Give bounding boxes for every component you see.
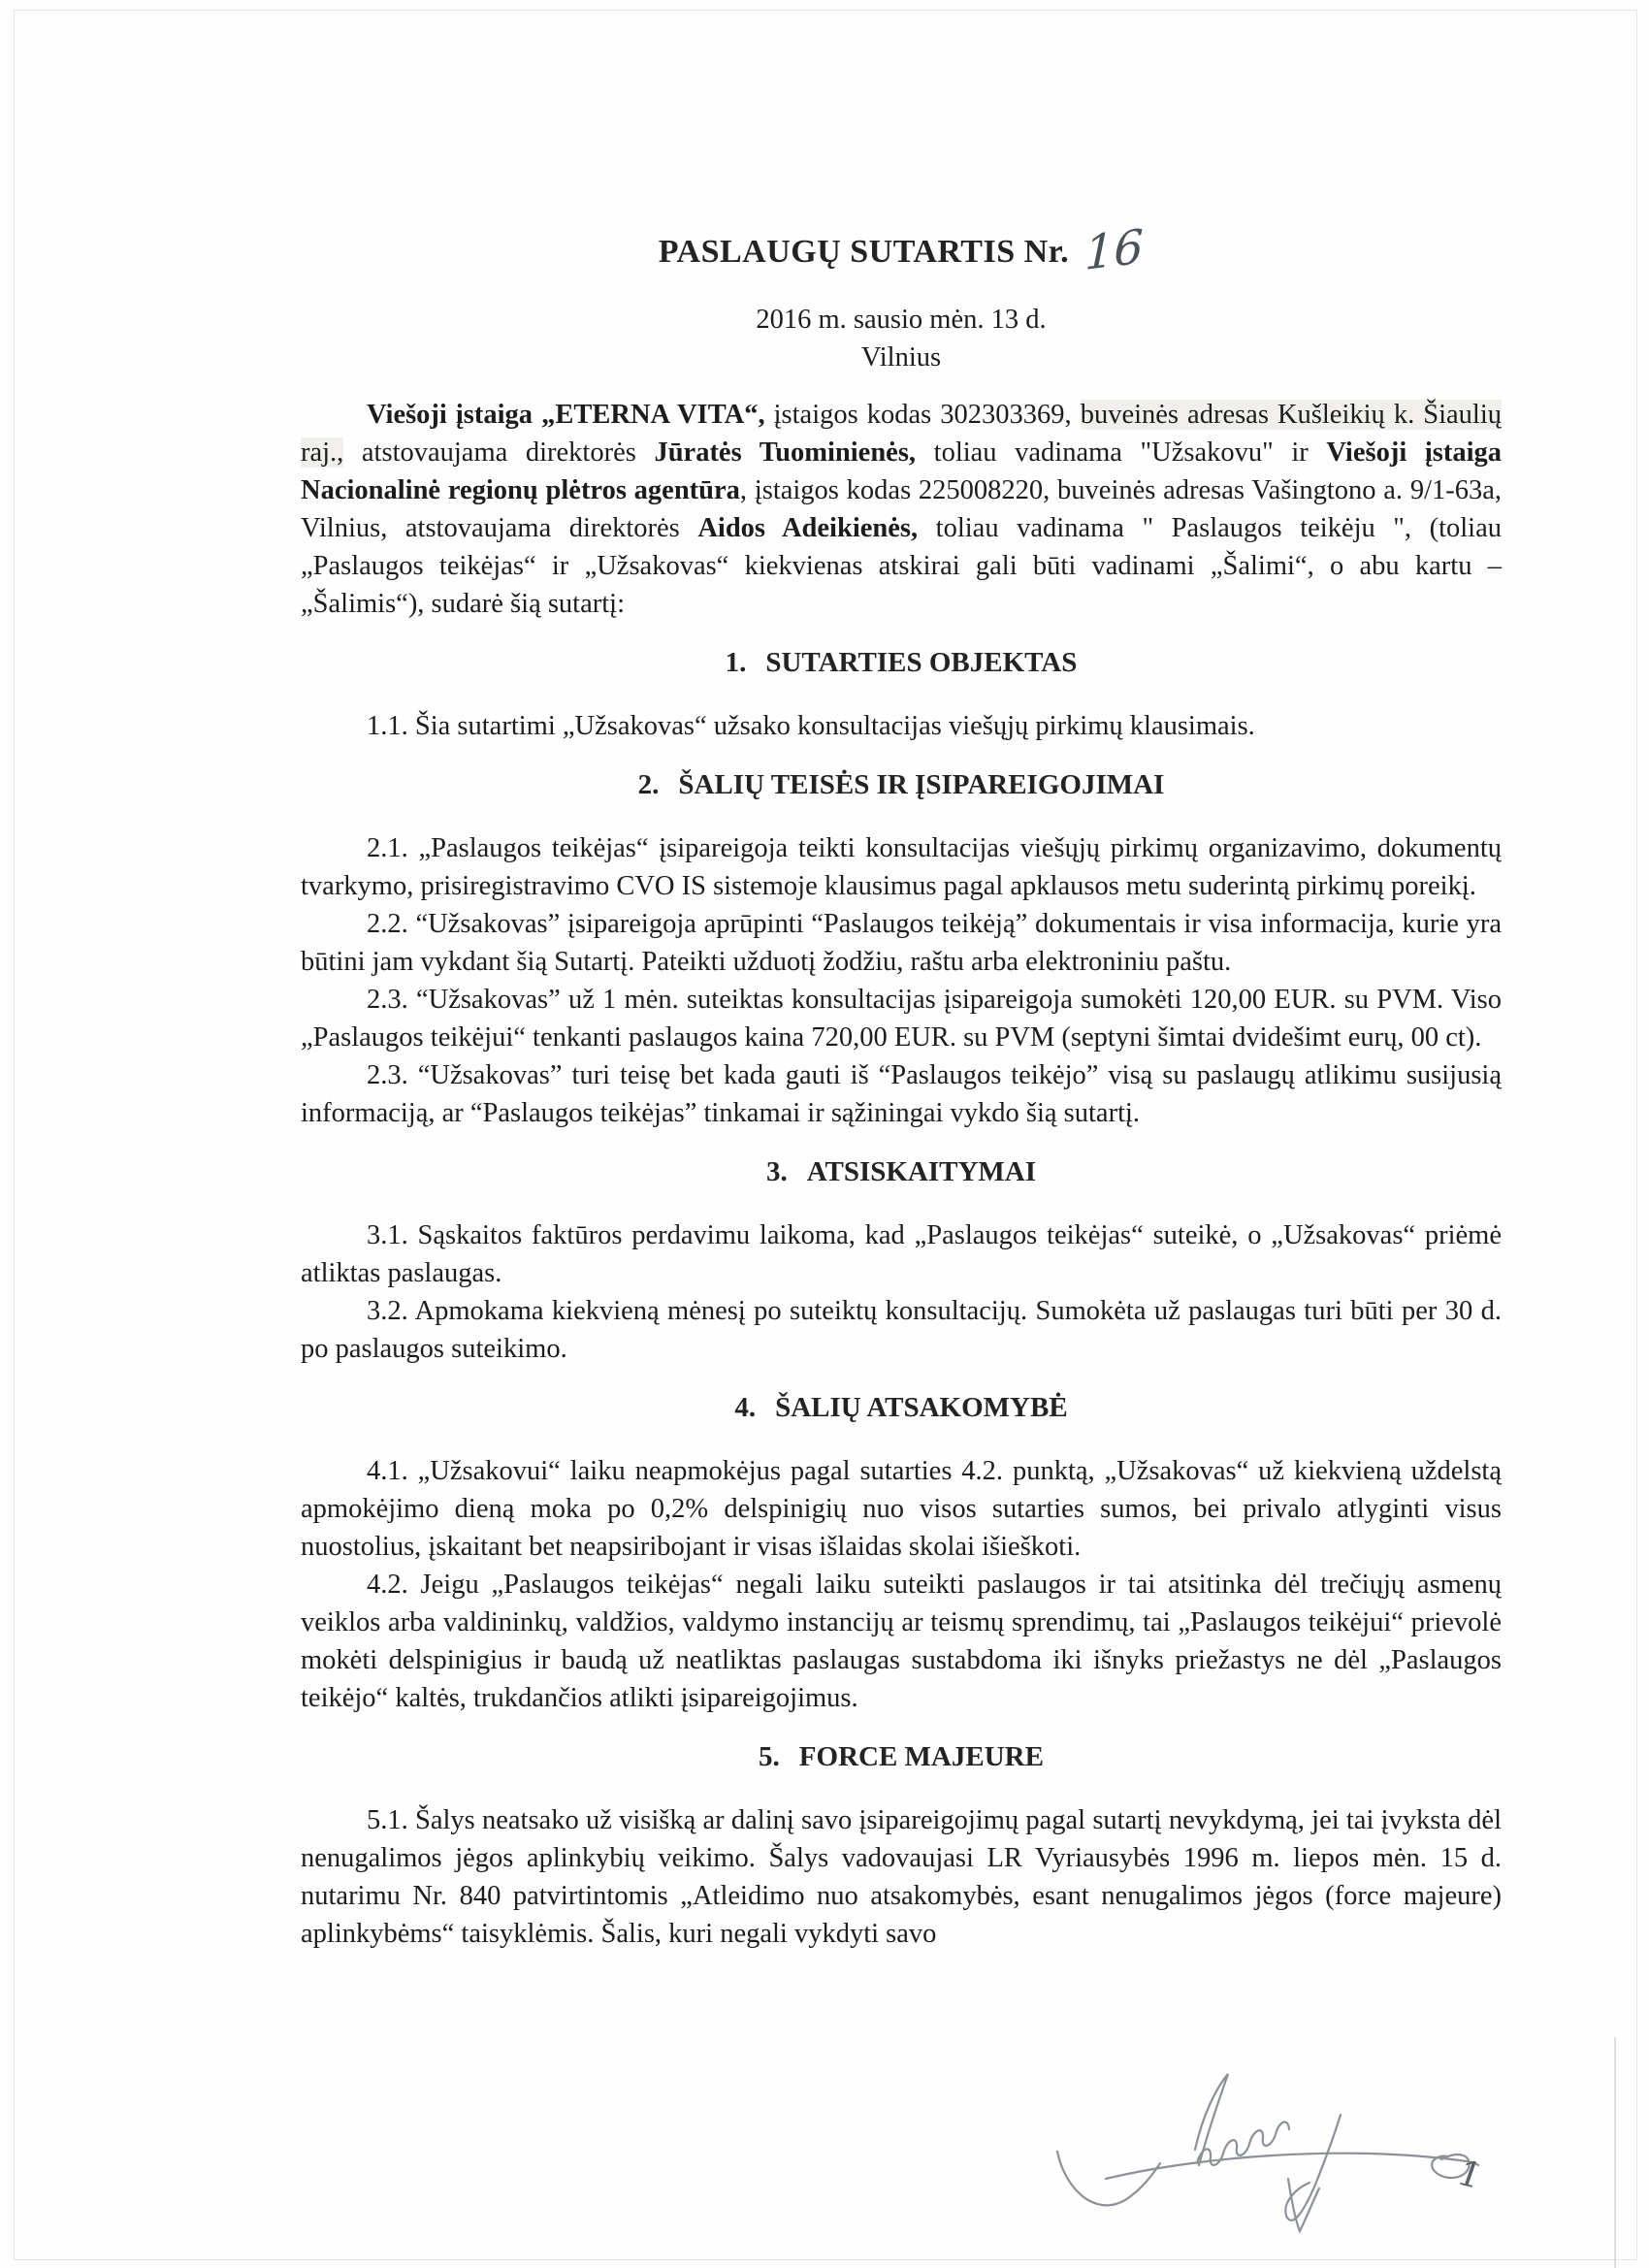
text-run: , įstaigos kodas 225008220, buveinės adresas Vašingtono a. 9/1-63a, Vilnius, atstovaujama direktorės — [301, 475, 1502, 543]
text-run: 1.1. Šia sutartimi „Užsakovas“ užsako konsultacijas viešųjų pirkimų klausimais. — [367, 711, 1255, 741]
handwritten-contract-number: 16 — [1083, 219, 1145, 282]
section-number: 3. — [765, 1156, 788, 1187]
text-run: toliau vadinama " Paslaugos teikėju ", (toliau „Paslaugos teikėjas“ ir „Užsakovas“ kiekvienas atskirai gali būti vadinami „Šalimi“, o abu kartu – „Šalimis“), sudarė šią sutartį: — [301, 513, 1502, 619]
section-number: 1. — [725, 647, 747, 678]
text-run: 3.2. Apmokama kiekvieną mėnesį po suteiktų konsultacijų. Sumokėta už paslaugas turi būti per 30 d. po paslaugos suteikimo. — [301, 1296, 1502, 1364]
intro-paragraph — [301, 396, 1502, 623]
text-run: įstaigos kodas 302303369, — [764, 400, 1081, 430]
section-number: 2. — [637, 769, 660, 800]
clause-1-1 — [301, 707, 1502, 745]
clause-2-3b — [301, 1056, 1502, 1132]
handwritten-signature — [1050, 2055, 1484, 2239]
section-number: 4. — [734, 1392, 757, 1423]
section-title: ATSISKAITYMAI — [806, 1156, 1037, 1187]
text-run: 4.1. „Užsakovui“ laiku neapmokėjus pagal sutarties 4.2. punktą, „Užsakovas“ už kiekvieną uždelstą apmokėjimo dieną moka po 0,2% delspinigių nuo visos sutarties sumos, bei privalo atlyginti visus nuostolius, įskaitant bet neapsiribojant ir visas išlaidas skolai išieškoti. — [301, 1456, 1502, 1562]
section-heading — [301, 1389, 1502, 1427]
clause-3-1 — [301, 1216, 1502, 1292]
text-run: buveinės adresas Kušleikių k. Šiaulių raj., — [301, 400, 1502, 468]
document-date: 2016 m. sausio mėn. 13 d. — [756, 305, 1047, 335]
clause-5-1 — [301, 1801, 1502, 1953]
text-run: 3.1. Sąskaitos faktūros perdavimu laikoma, kad „Paslaugos teikėjas“ suteikė, o „Užsakovas“ priėmė atliktas paslaugas. — [301, 1220, 1502, 1288]
section-heading — [301, 1153, 1502, 1191]
document-body — [301, 396, 1502, 1953]
document-title: PASLAUGŲ SUTARTIS Nr. — [658, 234, 1070, 270]
text-run: 2.3. “Užsakovas” turi teisę bet kada gauti iš “Paslaugos teikėjo” visą su paslaugų atlikimu susijusią informaciją, ar “Paslaugos teikėjas” tinkamai ir sąžiningai vykdo šią sutartį. — [301, 1060, 1502, 1128]
handwritten-page-number: 1 — [1456, 2153, 1484, 2198]
clause-4-1 — [301, 1452, 1502, 1566]
section-title: SUTARTIES OBJEKTAS — [765, 647, 1078, 678]
bold-text-run: Aidos Adeikienės, — [697, 513, 919, 543]
scan-edge-artifact — [1614, 2037, 1616, 2268]
bold-text-run: Jūratės Tuominienės, — [654, 437, 917, 468]
section-title: ŠALIŲ ATSAKOMYBĖ — [775, 1392, 1068, 1423]
section-heading — [301, 766, 1502, 804]
text-run: toliau vadinama "Užsakovu" ir — [916, 437, 1327, 468]
clause-3-2 — [301, 1292, 1502, 1368]
bold-text-run: Viešoji įstaiga „ETERNA VITA“, — [367, 400, 765, 430]
document-place: Vilnius — [860, 342, 942, 373]
text-run: atstovaujama direktorės — [343, 437, 655, 468]
clause-4-2 — [301, 1566, 1502, 1717]
text-run: 2.3. “Užsakovas” už 1 mėn. suteiktas konsultacijas įsipareigoja sumokėti 120,00 EUR. su PVM. Viso „Paslaugos teikėjui“ tenkanti paslaugos kaina 720,00 EUR. su PVM (septyni šimtai dvidešimt eurų, 00 ct). — [301, 985, 1502, 1053]
clause-2-2 — [301, 905, 1502, 981]
text-run: 2.2. “Užsakovas” įsipareigoja aprūpinti “Paslaugos teikėją” dokumentais ir visa informacija, kurie yra būtini jam vykdant šią Sutartį. Pateikti užduotį žodžiu, raštu arba elektroniniu paštu. — [301, 909, 1502, 977]
text-run: 5.1. Šalys neatsako už visišką ar dalinį savo įsipareigojimų pagal sutartį nevykdymą, jei tai įvyksta dėl nenugalimos jėgos aplinkybių veikimo. Šalys vadovaujasi LR Vyriausybės 1996 m. liepos mėn. 15 d. nutarimu Nr. 840 patvirtintomis „Atleidimo nuo atsakomybės, esant nenugalimos jėgos (force majeure) aplinkybėms“ taisyklėmis. Šalis, kuri negali vykdyti savo — [301, 1805, 1502, 1949]
section-heading — [301, 644, 1502, 682]
text-run: 4.2. Jeigu „Paslaugos teikėjas“ negali laiku suteikti paslaugos ir tai atsitinka dėl trečiųjų asmenų veiklos arba valdininkų, valdžios, valdymo instancijų ar teismų sprendimų, tai „Paslaugos teikėjui“ prievolė mokėti delspinigius ir baudą už neatliktas paslaugas sustabdoma iki išnyks priežastys ne dėl „Paslaugos teikėjo“ kaltės, trukdančios atlikti įsipareigojimus. — [301, 1570, 1502, 1713]
text-run: 2.1. „Paslaugos teikėjas“ įsipareigoja teikti konsultacijas viešųjų pirkimų organizavimo, dokumentų tvarkymo, prisiregistravimo CVO IS sistemoje klausimus pagal apklausos metu suderintą pirkimų poreikį. — [301, 833, 1502, 901]
document-title-row — [301, 219, 1502, 282]
clause-2-1 — [301, 829, 1502, 905]
section-title: ŠALIŲ TEISĖS IR ĮSIPAREIGOJIMAI — [678, 769, 1165, 800]
clause-2-3 — [301, 981, 1502, 1056]
document-content — [301, 0, 1502, 1953]
bold-text-run: Viešoji įstaiga Nacionalinė regionų plėtros agentūra — [301, 437, 1502, 505]
section-number: 5. — [759, 1741, 780, 1772]
section-title: FORCE MAJEURE — [798, 1741, 1044, 1772]
section-heading — [301, 1738, 1502, 1776]
